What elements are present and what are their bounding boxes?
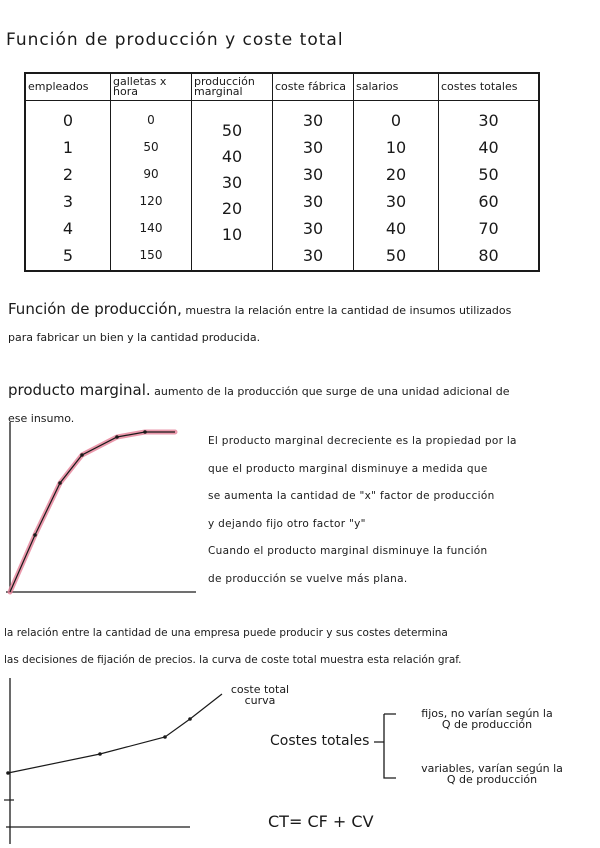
table-cell: 4: [62, 219, 74, 238]
curve-point: [33, 533, 37, 537]
table-cell: 0: [147, 113, 155, 127]
note-line: El producto marginal decreciente es la propiedad por la: [208, 435, 517, 447]
table-cell: 30: [478, 111, 499, 130]
table-cell: 2: [62, 165, 74, 184]
funcion-produccion-line1: muestra la relación entre la cantidad de insumos utilizados: [185, 304, 512, 317]
column-marginal: [192, 101, 273, 271]
table-cell: 10: [385, 138, 407, 157]
relacion-line2: las decisiones de fijación de precios. la curva de coste total muestra esta relación graf.: [4, 654, 462, 666]
curve-points: [33, 430, 147, 537]
cost-point: [6, 771, 10, 775]
curve-point: [58, 481, 62, 485]
production-function-graph: [0, 420, 210, 600]
table-cell: 5: [62, 246, 74, 265]
variables-line1: variables, varían según la: [421, 762, 563, 775]
funcion-produccion-line2: para fabricar un bien y la cantidad producida.: [8, 331, 261, 344]
table-cell: 30: [302, 219, 324, 238]
fijos-line2: Q de producción: [441, 718, 533, 731]
curve-point: [115, 435, 119, 439]
costes-totales-label: Costes totales: [270, 733, 370, 749]
note-line: de producción se vuelve más plana.: [208, 572, 408, 585]
column-galletas: [111, 101, 192, 271]
note-line: que el producto marginal disminuye a medida que: [208, 462, 488, 475]
production-curve: [10, 432, 175, 592]
table-cell: 90: [143, 167, 159, 181]
producto-marginal-line2: ese insumo.: [8, 412, 75, 425]
table-cell: 30: [221, 173, 243, 192]
table-cell: 30: [302, 192, 324, 211]
table-header-row: [25, 73, 539, 101]
table-cell: 50: [221, 121, 243, 140]
curve-label: [225, 684, 295, 706]
table-cell: 0: [390, 111, 402, 130]
column-salarios: [354, 101, 439, 271]
producto-marginal-line1: aumento de la producción que surge de una unidad adicional de: [154, 385, 510, 398]
fijos-line1: fijos, no varían según la: [421, 707, 553, 720]
header-salarios: salarios: [354, 73, 439, 101]
table-cell: 50: [478, 165, 499, 184]
table-cell: 20: [385, 165, 407, 184]
table-cell: 140: [139, 221, 163, 235]
page-title: Función de producción y coste total: [6, 30, 344, 50]
fijos-note: [392, 708, 582, 730]
header-galletas: galletas x hora: [111, 73, 192, 101]
cost-point: [163, 735, 167, 739]
table-cell: 150: [139, 248, 163, 262]
producto-marginal-term: producto marginal.: [8, 381, 151, 399]
table-cell: 70: [478, 219, 499, 238]
table-cell: 40: [221, 147, 243, 166]
production-table: [24, 72, 540, 272]
total-cost-graph: [0, 676, 230, 846]
variables-line2: Q de producción: [446, 773, 538, 786]
table-body-row: [25, 101, 539, 271]
table-cell: 50: [385, 246, 407, 265]
header-empleados: empleados: [25, 73, 111, 101]
table-cell: 80: [478, 246, 499, 265]
total-cost-curve: [8, 694, 222, 773]
header-coste-fabrica: coste fábrica: [273, 73, 354, 101]
relacion-paragraph: [4, 620, 598, 674]
table-cell: 0: [62, 111, 74, 130]
cost-points: [6, 717, 192, 775]
curve-point: [80, 453, 84, 457]
table-cell: 30: [302, 111, 324, 130]
column-coste-fabrica: [273, 101, 354, 271]
table-cell: 1: [62, 138, 74, 157]
note-line: se aumenta la cantidad de "x" factor de producción: [208, 490, 495, 502]
cost-point: [98, 752, 102, 756]
cost-formula: CT= CF + CV: [268, 812, 374, 831]
table-cell: 20: [221, 199, 243, 218]
table-cell: 30: [385, 192, 407, 211]
column-costes-totales: [439, 101, 540, 271]
table-cell: 3: [62, 192, 74, 211]
header-marginal: producción marginal: [192, 73, 273, 101]
table-cell: 120: [139, 194, 163, 208]
curve-label-line2: curva: [244, 694, 276, 707]
funcion-produccion-definition: [8, 296, 598, 351]
table-cell: 50: [143, 140, 159, 154]
highlight-curve: [10, 432, 175, 592]
column-empleados: [25, 101, 111, 271]
relacion-line1: la relación entre la cantidad de una empresa puede producir y sus costes determina: [4, 627, 448, 639]
note-line: Cuando el producto marginal disminuye la función: [208, 545, 488, 557]
variables-note: [392, 763, 592, 785]
producto-marginal-note: [208, 428, 598, 593]
table-cell: 30: [302, 246, 324, 265]
note-line: y dejando fijo otro factor "y": [208, 517, 366, 530]
table-cell: 60: [478, 192, 499, 211]
curve-label-line1: coste total: [230, 683, 290, 696]
table-cell: 30: [302, 165, 324, 184]
funcion-produccion-term: Función de producción,: [8, 300, 182, 318]
cost-point: [188, 717, 192, 721]
table-cell: 40: [478, 138, 499, 157]
curve-point: [143, 430, 147, 434]
table-cell: 40: [385, 219, 407, 238]
header-costes-totales: costes totales: [439, 73, 540, 101]
table-cell: 10: [221, 225, 243, 244]
table-cell: 30: [302, 138, 324, 157]
